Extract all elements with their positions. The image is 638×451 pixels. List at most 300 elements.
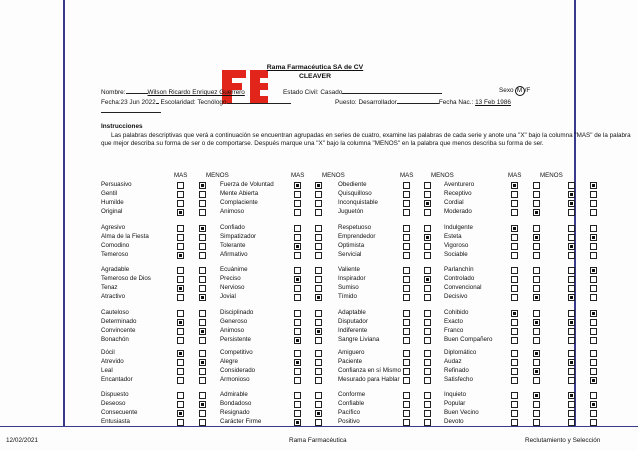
mas-checkbox[interactable] (568, 377, 575, 384)
menos-checkbox[interactable] (315, 359, 322, 366)
mas-checkbox[interactable] (403, 209, 410, 216)
menos-checkbox[interactable] (424, 392, 431, 399)
menos-checkbox[interactable] (533, 276, 540, 283)
menos-checkbox[interactable] (315, 276, 322, 283)
mas-checkbox[interactable] (177, 225, 184, 232)
menos-checkbox[interactable] (199, 377, 206, 384)
mas-checkbox[interactable] (403, 285, 410, 292)
menos-checkbox[interactable] (315, 191, 322, 198)
mas-checkbox[interactable] (511, 310, 518, 317)
menos-checkbox[interactable] (590, 285, 597, 292)
mas-checkbox[interactable] (177, 377, 184, 384)
adjective-word: Devoto (444, 418, 464, 425)
puesto-value: Desarrollador (358, 99, 397, 106)
mas-checkbox[interactable] (511, 285, 518, 292)
menos-checkbox[interactable] (424, 285, 431, 292)
mas-checkbox[interactable] (294, 377, 301, 384)
mas-checkbox[interactable] (294, 285, 301, 292)
menos-checkbox[interactable] (315, 337, 322, 344)
menos-checkbox[interactable] (424, 182, 431, 189)
mas-checkbox[interactable] (403, 267, 410, 274)
sexo-f: /F (524, 87, 531, 94)
mas-checkbox[interactable] (403, 392, 410, 399)
mas-checkbox[interactable] (568, 191, 575, 198)
adjective-word: Jovial (220, 293, 236, 300)
menos-checkbox[interactable] (533, 191, 540, 198)
mas-checkbox[interactable] (294, 310, 301, 317)
mas-checkbox[interactable] (294, 401, 301, 408)
menos-checkbox[interactable] (590, 410, 597, 417)
menos-checkbox[interactable] (199, 328, 206, 335)
adjective-word: Buen Compañero (444, 336, 493, 343)
menos-checkbox[interactable] (424, 294, 431, 301)
column-header-mas: MAS (174, 172, 188, 179)
mas-checkbox[interactable] (568, 328, 575, 335)
mas-checkbox[interactable] (177, 401, 184, 408)
mas-checkbox[interactable] (511, 182, 518, 189)
mas-checkbox[interactable] (177, 191, 184, 198)
adjective-word: Admirable (220, 391, 248, 398)
mas-checkbox[interactable] (511, 328, 518, 335)
mas-checkbox[interactable] (177, 252, 184, 259)
mas-checkbox[interactable] (403, 225, 410, 232)
menos-checkbox[interactable] (424, 401, 431, 408)
escolaridad-label: Escolaridad: (160, 99, 196, 106)
adjective-word: Alma de la Fiesta (101, 233, 149, 240)
mas-checkbox[interactable] (294, 276, 301, 283)
adjective-word: Atractivo (101, 293, 126, 300)
mas-checkbox[interactable] (403, 252, 410, 259)
menos-checkbox[interactable] (533, 234, 540, 241)
mas-checkbox[interactable] (177, 243, 184, 250)
mas-checkbox[interactable] (294, 368, 301, 375)
adjective-word: Positivo (338, 418, 360, 425)
adjective-word: Persistente (220, 336, 251, 343)
mas-checkbox[interactable] (403, 419, 410, 426)
mas-checkbox[interactable] (568, 285, 575, 292)
menos-checkbox[interactable] (590, 234, 597, 241)
row-estado (283, 87, 442, 97)
mas-checkbox[interactable] (403, 337, 410, 344)
menos-checkbox[interactable] (199, 209, 206, 216)
mas-checkbox[interactable] (294, 294, 301, 301)
menos-checkbox[interactable] (590, 328, 597, 335)
adjective-word: Franco (444, 327, 464, 334)
mas-checkbox[interactable] (177, 392, 184, 399)
fecha-nac-label: Fecha Nac.: (438, 99, 474, 106)
mas-checkbox[interactable] (568, 182, 575, 189)
mas-checkbox[interactable] (177, 359, 184, 366)
menos-checkbox[interactable] (424, 191, 431, 198)
mas-checkbox[interactable] (511, 267, 518, 274)
menos-checkbox[interactable] (533, 225, 540, 232)
mas-checkbox[interactable] (294, 337, 301, 344)
mas-checkbox[interactable] (177, 200, 184, 207)
menos-checkbox[interactable] (533, 350, 540, 357)
menos-checkbox[interactable] (315, 294, 322, 301)
menos-checkbox[interactable] (199, 392, 206, 399)
adjective-word: Resignado (220, 409, 250, 416)
menos-checkbox[interactable] (590, 276, 597, 283)
mas-checkbox[interactable] (177, 310, 184, 317)
menos-checkbox[interactable] (315, 350, 322, 357)
adjective-word: Satisfecho (444, 376, 473, 383)
menos-checkbox[interactable] (199, 243, 206, 250)
mas-checkbox[interactable] (511, 252, 518, 259)
menos-checkbox[interactable] (590, 359, 597, 366)
menos-checkbox[interactable] (315, 225, 322, 232)
mas-checkbox[interactable] (568, 276, 575, 283)
menos-checkbox[interactable] (533, 243, 540, 250)
menos-checkbox[interactable] (315, 285, 322, 292)
mas-checkbox[interactable] (568, 252, 575, 259)
menos-checkbox[interactable] (590, 337, 597, 344)
adjective-word: Controlado (444, 275, 475, 282)
menos-checkbox[interactable] (590, 191, 597, 198)
adjective-word: Audaz (444, 358, 462, 365)
menos-checkbox[interactable] (199, 368, 206, 375)
menos-checkbox[interactable] (424, 200, 431, 207)
mas-checkbox[interactable] (403, 410, 410, 417)
menos-checkbox[interactable] (424, 276, 431, 283)
mas-checkbox[interactable] (403, 328, 410, 335)
menos-checkbox[interactable] (315, 401, 322, 408)
menos-checkbox[interactable] (590, 392, 597, 399)
adjective-word: Tenaz (101, 284, 118, 291)
menos-checkbox[interactable] (199, 401, 206, 408)
mas-checkbox[interactable] (403, 243, 410, 250)
menos-checkbox[interactable] (315, 234, 322, 241)
menos-checkbox[interactable] (199, 294, 206, 301)
menos-checkbox[interactable] (315, 209, 322, 216)
mas-checkbox[interactable] (403, 377, 410, 384)
mas-checkbox[interactable] (511, 401, 518, 408)
menos-checkbox[interactable] (590, 200, 597, 207)
mas-checkbox[interactable] (294, 200, 301, 207)
mas-checkbox[interactable] (403, 368, 410, 375)
menos-checkbox[interactable] (590, 419, 597, 426)
menos-checkbox[interactable] (424, 234, 431, 241)
menos-checkbox[interactable] (424, 243, 431, 250)
mas-checkbox[interactable] (511, 294, 518, 301)
mas-checkbox[interactable] (568, 350, 575, 357)
menos-checkbox[interactable] (590, 377, 597, 384)
mas-checkbox[interactable] (511, 276, 518, 283)
menos-checkbox[interactable] (315, 377, 322, 384)
mas-checkbox[interactable] (294, 267, 301, 274)
menos-checkbox[interactable] (533, 401, 540, 408)
mas-checkbox[interactable] (511, 243, 518, 250)
mas-checkbox[interactable] (568, 410, 575, 417)
adjective-word: Inconquistable (338, 199, 378, 206)
menos-checkbox[interactable] (424, 310, 431, 317)
mas-checkbox[interactable] (177, 267, 184, 274)
mas-checkbox[interactable] (511, 410, 518, 417)
mas-checkbox[interactable] (294, 392, 301, 399)
menos-checkbox[interactable] (424, 328, 431, 335)
mas-checkbox[interactable] (568, 225, 575, 232)
row-sexo (499, 86, 530, 96)
adjective-word: Esteta (444, 233, 462, 240)
adjective-word: Emprendedor (338, 233, 376, 240)
adjective-word: Aventurero (444, 181, 475, 188)
adjective-word: Exacto (444, 318, 463, 325)
mas-checkbox[interactable] (568, 337, 575, 344)
menos-checkbox[interactable] (424, 350, 431, 357)
menos-checkbox[interactable] (199, 200, 206, 207)
menos-checkbox[interactable] (533, 209, 540, 216)
menos-checkbox[interactable] (590, 368, 597, 375)
menos-checkbox[interactable] (199, 310, 206, 317)
adjective-word: Temeroso de Dios (101, 275, 151, 282)
mas-checkbox[interactable] (177, 337, 184, 344)
mas-checkbox[interactable] (511, 319, 518, 326)
mas-checkbox[interactable] (511, 419, 518, 426)
menos-checkbox[interactable] (315, 319, 322, 326)
menos-checkbox[interactable] (424, 377, 431, 384)
menos-checkbox[interactable] (199, 350, 206, 357)
menos-checkbox[interactable] (424, 267, 431, 274)
menos-checkbox[interactable] (199, 252, 206, 259)
mas-checkbox[interactable] (294, 419, 301, 426)
menos-checkbox[interactable] (590, 401, 597, 408)
menos-checkbox[interactable] (590, 225, 597, 232)
mas-checkbox[interactable] (294, 410, 301, 417)
menos-checkbox[interactable] (533, 267, 540, 274)
test-name: CLEAVER (299, 72, 331, 80)
fecha-nac-value: 13 Feb 1986 (475, 99, 511, 106)
menos-checkbox[interactable] (315, 392, 322, 399)
adjective-word: Consecuente (101, 409, 138, 416)
mas-checkbox[interactable] (568, 392, 575, 399)
adjective-word: Cauteloso (101, 309, 129, 316)
menos-checkbox[interactable] (315, 328, 322, 335)
menos-checkbox[interactable] (315, 200, 322, 207)
menos-checkbox[interactable] (533, 252, 540, 259)
mas-checkbox[interactable] (568, 319, 575, 326)
adjective-word: Inspirador (338, 275, 366, 282)
mas-checkbox[interactable] (403, 191, 410, 198)
mas-checkbox[interactable] (177, 285, 184, 292)
menos-checkbox[interactable] (199, 267, 206, 274)
mas-checkbox[interactable] (568, 359, 575, 366)
menos-checkbox[interactable] (199, 182, 206, 189)
mas-checkbox[interactable] (177, 319, 184, 326)
mas-checkbox[interactable] (511, 234, 518, 241)
mas-checkbox[interactable] (568, 200, 575, 207)
adjective-word: Sumiso (338, 284, 359, 291)
menos-checkbox[interactable] (424, 252, 431, 259)
row-blank-line (101, 106, 161, 116)
adjective-word: Indiferente (338, 327, 368, 334)
menos-checkbox[interactable] (199, 359, 206, 366)
mas-checkbox[interactable] (403, 310, 410, 317)
adjective-word: Animoso (220, 327, 245, 334)
footer-divider (0, 426, 638, 427)
adjective-word: Complaciente (220, 199, 258, 206)
menos-checkbox[interactable] (424, 359, 431, 366)
mas-checkbox[interactable] (511, 337, 518, 344)
adjective-word: Amiguero (338, 349, 365, 356)
menos-checkbox[interactable] (533, 410, 540, 417)
mas-checkbox[interactable] (294, 191, 301, 198)
menos-checkbox[interactable] (533, 182, 540, 189)
adjective-word: Mente Abierta (220, 190, 259, 197)
menos-checkbox[interactable] (533, 285, 540, 292)
menos-checkbox[interactable] (590, 294, 597, 301)
fecha-label: Fecha: (101, 99, 121, 106)
adjective-word: Tolerante (220, 242, 246, 249)
menos-checkbox[interactable] (424, 319, 431, 326)
mas-checkbox[interactable] (294, 182, 301, 189)
mas-checkbox[interactable] (177, 209, 184, 216)
adjective-word: Encantador (101, 376, 133, 383)
mas-checkbox[interactable] (511, 350, 518, 357)
menos-checkbox[interactable] (533, 310, 540, 317)
menos-checkbox[interactable] (590, 319, 597, 326)
menos-checkbox[interactable] (315, 252, 322, 259)
adjective-word: Juguetón (338, 208, 364, 215)
menos-checkbox[interactable] (533, 392, 540, 399)
mas-checkbox[interactable] (568, 267, 575, 274)
mas-checkbox[interactable] (511, 392, 518, 399)
menos-checkbox[interactable] (424, 225, 431, 232)
mas-checkbox[interactable] (511, 225, 518, 232)
mas-checkbox[interactable] (177, 234, 184, 241)
mas-checkbox[interactable] (568, 243, 575, 250)
mas-checkbox[interactable] (177, 294, 184, 301)
menos-checkbox[interactable] (315, 410, 322, 417)
menos-checkbox[interactable] (424, 337, 431, 344)
mas-checkbox[interactable] (294, 209, 301, 216)
menos-checkbox[interactable] (315, 267, 322, 274)
mas-checkbox[interactable] (294, 350, 301, 357)
menos-checkbox[interactable] (199, 191, 206, 198)
mas-checkbox[interactable] (294, 319, 301, 326)
mas-checkbox[interactable] (568, 368, 575, 375)
menos-checkbox[interactable] (533, 377, 540, 384)
menos-checkbox[interactable] (199, 225, 206, 232)
mas-checkbox[interactable] (511, 359, 518, 366)
menos-checkbox[interactable] (590, 182, 597, 189)
menos-checkbox[interactable] (315, 182, 322, 189)
mas-checkbox[interactable] (294, 225, 301, 232)
menos-checkbox[interactable] (199, 419, 206, 426)
mas-checkbox[interactable] (403, 200, 410, 207)
mas-checkbox[interactable] (568, 234, 575, 241)
mas-checkbox[interactable] (403, 359, 410, 366)
menos-checkbox[interactable] (533, 419, 540, 426)
instructions-title: Instrucciones (101, 123, 143, 130)
mas-checkbox[interactable] (511, 209, 518, 216)
menos-checkbox[interactable] (533, 337, 540, 344)
adjective-word: Convincente (101, 327, 136, 334)
mas-checkbox[interactable] (177, 328, 184, 335)
mas-checkbox[interactable] (568, 310, 575, 317)
adjective-word: Decisivo (444, 293, 468, 300)
mas-checkbox[interactable] (511, 191, 518, 198)
menos-checkbox[interactable] (424, 410, 431, 417)
menos-checkbox[interactable] (424, 419, 431, 426)
menos-checkbox[interactable] (533, 200, 540, 207)
menos-checkbox[interactable] (533, 294, 540, 301)
menos-checkbox[interactable] (533, 368, 540, 375)
mas-checkbox[interactable] (177, 410, 184, 417)
mas-checkbox[interactable] (403, 182, 410, 189)
mas-checkbox[interactable] (568, 209, 575, 216)
menos-checkbox[interactable] (199, 337, 206, 344)
menos-checkbox[interactable] (315, 368, 322, 375)
adjective-word: Valiente (338, 266, 360, 273)
adjective-word: Dispuesto (101, 391, 129, 398)
adjective-word: Bondadoso (220, 400, 252, 407)
adjective-word: Deseoso (101, 400, 126, 407)
adjective-word: Vigoroso (444, 242, 469, 249)
mas-checkbox[interactable] (403, 401, 410, 408)
menos-checkbox[interactable] (590, 267, 597, 274)
adjective-word: Bonachón (101, 336, 129, 343)
menos-checkbox[interactable] (424, 209, 431, 216)
menos-checkbox[interactable] (590, 252, 597, 259)
menos-checkbox[interactable] (199, 319, 206, 326)
mas-checkbox[interactable] (568, 294, 575, 301)
menos-checkbox[interactable] (590, 350, 597, 357)
menos-checkbox[interactable] (199, 285, 206, 292)
mas-checkbox[interactable] (403, 234, 410, 241)
mas-checkbox[interactable] (294, 328, 301, 335)
menos-checkbox[interactable] (315, 419, 322, 426)
mas-checkbox[interactable] (177, 419, 184, 426)
menos-checkbox[interactable] (590, 243, 597, 250)
mas-checkbox[interactable] (403, 276, 410, 283)
menos-checkbox[interactable] (199, 276, 206, 283)
menos-checkbox[interactable] (315, 310, 322, 317)
mas-checkbox[interactable] (568, 419, 575, 426)
nombre-label: Nombre: (101, 89, 126, 96)
adjective-word: Disciplinado (220, 309, 254, 316)
adjective-word: Fuerza de Voluntad (220, 181, 274, 188)
mas-checkbox[interactable] (511, 200, 518, 207)
mas-checkbox[interactable] (177, 182, 184, 189)
menos-checkbox[interactable] (533, 319, 540, 326)
mas-checkbox[interactable] (568, 401, 575, 408)
menos-checkbox[interactable] (315, 243, 322, 250)
menos-checkbox[interactable] (590, 209, 597, 216)
menos-checkbox[interactable] (199, 410, 206, 417)
mas-checkbox[interactable] (177, 350, 184, 357)
mas-checkbox[interactable] (403, 294, 410, 301)
mas-checkbox[interactable] (294, 359, 301, 366)
mas-checkbox[interactable] (177, 276, 184, 283)
mas-checkbox[interactable] (403, 350, 410, 357)
estado-value: Casado (320, 89, 343, 96)
menos-checkbox[interactable] (424, 368, 431, 375)
mas-checkbox[interactable] (294, 243, 301, 250)
mas-checkbox[interactable] (177, 368, 184, 375)
mas-checkbox[interactable] (294, 234, 301, 241)
mas-checkbox[interactable] (511, 368, 518, 375)
menos-checkbox[interactable] (533, 359, 540, 366)
adjective-word: Sangre Liviana (338, 336, 380, 343)
mas-checkbox[interactable] (294, 252, 301, 259)
mas-checkbox[interactable] (511, 377, 518, 384)
menos-checkbox[interactable] (199, 234, 206, 241)
menos-checkbox[interactable] (590, 310, 597, 317)
adjective-word: Original (101, 208, 123, 215)
adjective-word: Cordial (444, 199, 464, 206)
mas-checkbox[interactable] (403, 319, 410, 326)
menos-checkbox[interactable] (533, 328, 540, 335)
